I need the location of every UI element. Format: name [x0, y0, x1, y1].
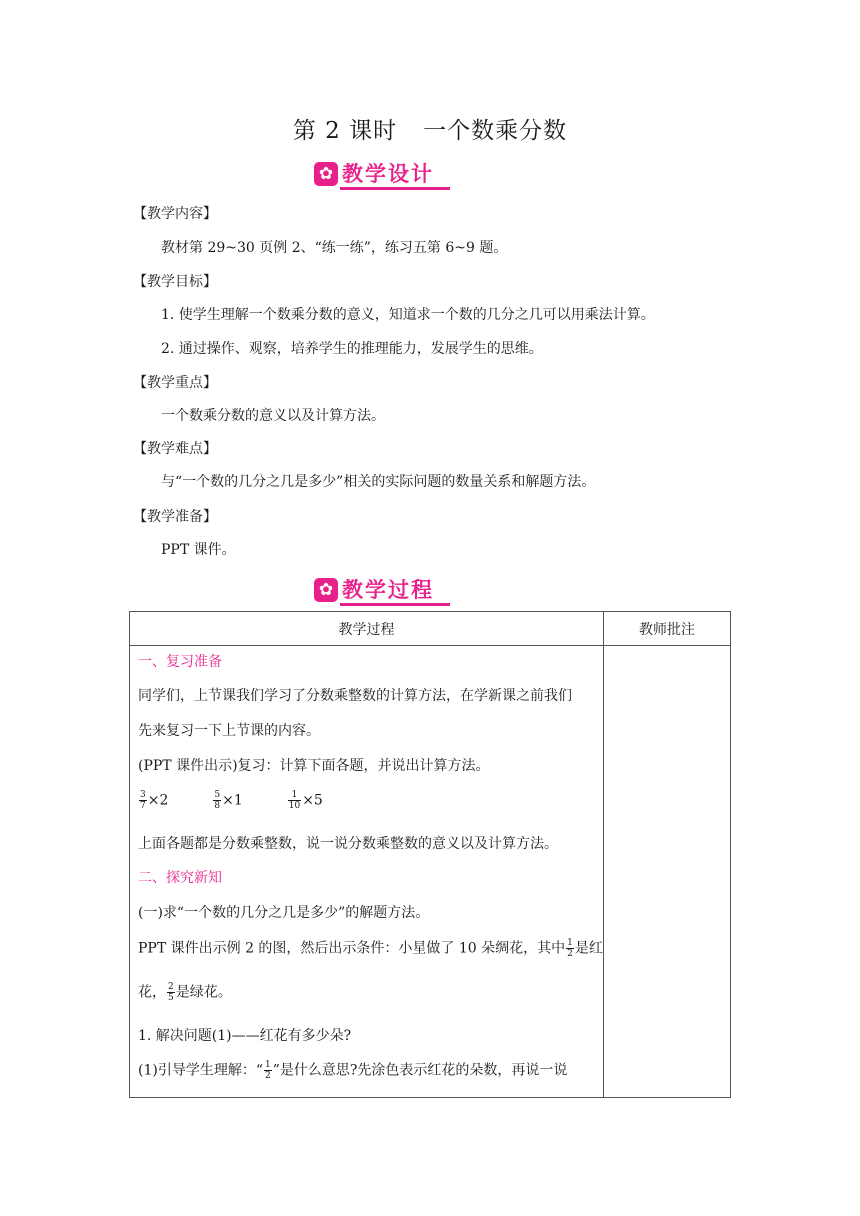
heading-preparation: 【教学准备】 — [133, 509, 217, 525]
paragraph: 1. 解决问题(1)——红花有多少朵? — [138, 1028, 352, 1044]
paragraph-with-fraction: 花， $\frac{2}{5}$ 是绿花。 — [138, 982, 232, 1003]
expression-row — [138, 790, 323, 811]
table-row — [130, 646, 731, 1098]
difficulties-text: 与“一个数的几分之几是多少”相关的实际问题的数量关系和解题方法。 — [161, 474, 596, 490]
paragraph: 先来复习一下上节课的内容。 — [138, 723, 320, 739]
fraction: $\frac{2}{5}$ — [168, 982, 174, 1003]
heading-content: 【教学内容】 — [133, 206, 217, 222]
heading-key-points: 【教学重点】 — [133, 375, 217, 391]
process-table — [129, 611, 731, 1098]
paragraph: 上面各题都是分数乘整数，说一说分数乘整数的意义以及计算方法。 — [138, 836, 558, 852]
goal-item-2: 2. 通过操作、观察，培养学生的推理能力，发展学生的思维。 — [161, 341, 543, 357]
fraction: $\frac{1}{10}$ — [288, 790, 301, 811]
content-text: 教材第 29~30 页例 2、“练一练”，练习五第 6~9 题。 — [161, 240, 508, 256]
col-header-notes: 教师批注 — [604, 612, 731, 646]
banner-underline — [340, 187, 450, 190]
process-content-cell — [130, 646, 604, 1098]
swirl-logo-icon: ✿ — [314, 578, 338, 602]
expression-rest: ×2 — [147, 792, 169, 809]
swirl-logo-icon: ✿ — [314, 162, 338, 186]
fraction: $\frac{3}{7}$ — [140, 790, 146, 811]
lesson-number: 第 2 课时 — [292, 118, 398, 144]
heading-goals: 【教学目标】 — [133, 274, 217, 290]
banner-label: 教学过程 — [342, 578, 434, 602]
heading-difficulties: 【教学难点】 — [133, 441, 217, 457]
expression-rest: ×1 — [222, 792, 243, 809]
fraction: $\frac{1}{2}$ — [265, 1060, 271, 1081]
section-title-review: 一、复习准备 — [138, 654, 222, 670]
teacher-notes-cell[interactable] — [604, 646, 731, 1098]
key-points-text: 一个数乘分数的意义以及计算方法。 — [161, 408, 385, 424]
banner-teaching-process — [314, 576, 450, 606]
banner-teaching-design — [314, 160, 450, 190]
col-header-process: 教学过程 — [130, 612, 604, 646]
goal-item-1: 1. 使学生理解一个数乘分数的意义，知道求一个数的几分之几可以用乘法计算。 — [161, 307, 655, 323]
fraction: $\frac{1}{2}$ — [567, 938, 573, 959]
section-title-explore: 二、探究新知 — [138, 870, 222, 886]
preparation-text: PPT 课件。 — [161, 542, 236, 558]
fraction: $\frac{5}{8}$ — [214, 790, 221, 811]
expression-rest: ×5 — [302, 792, 323, 809]
banner-label: 教学设计 — [342, 162, 434, 186]
paragraph: 同学们，上节课我们学习了分数乘整数的计算方法，在学新课之前我们 — [138, 688, 572, 704]
paragraph: (PPT 课件出示)复习：计算下面各题，并说出计算方法。 — [138, 758, 490, 774]
paragraph-with-fraction: (1)引导学生理解：“ $\frac{1}{2}$ ”是什么意思?先涂色表示红花的朵数，再说一说 — [138, 1060, 568, 1081]
banner-underline — [340, 603, 450, 606]
paragraph: (一)求“一个数的几分之几是多少”的解题方法。 — [138, 905, 430, 921]
lesson-title — [0, 112, 860, 145]
lesson-topic: 一个数乘分数 — [423, 118, 568, 144]
table-header-row — [130, 612, 731, 646]
paragraph-with-fraction: PPT 课件出示例 2 的图，然后出示条件：小星做了 10 朵绸花，其中 $\frac{1}{2}$ 是红 — [138, 938, 603, 959]
